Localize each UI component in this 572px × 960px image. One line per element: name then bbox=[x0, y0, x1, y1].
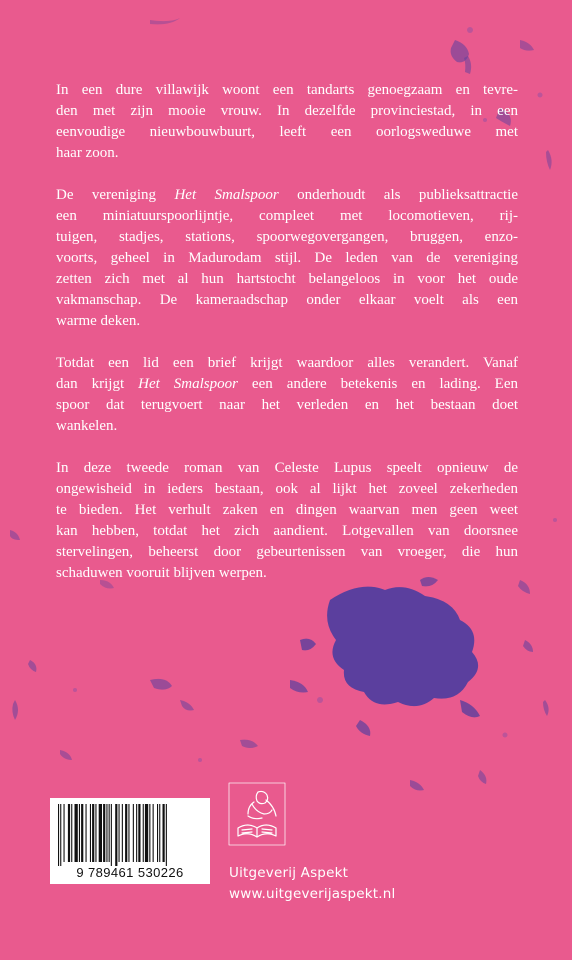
barcode-bar bbox=[64, 804, 65, 862]
blurb-text bbox=[56, 80, 518, 605]
blurb-text-run: dan krijgt bbox=[56, 376, 139, 392]
barcode-bar bbox=[166, 804, 167, 866]
barcode-bar bbox=[109, 804, 110, 862]
barcode-bar bbox=[103, 804, 105, 862]
blurb-line: den met zijn mooie vrouw. In dezelfde provinciestad, in een bbox=[56, 103, 518, 119]
barcode-bars bbox=[56, 804, 204, 866]
barcode-bar bbox=[86, 804, 87, 862]
barcode-bar bbox=[68, 804, 70, 862]
blurb-paragraph-1 bbox=[56, 80, 518, 164]
barcode-bar bbox=[79, 804, 80, 862]
isbn-number: 9 789461 530226 bbox=[76, 865, 184, 880]
barcode-bar bbox=[99, 804, 102, 862]
blurb-text-run: De vereniging bbox=[56, 187, 175, 203]
barcode-bar bbox=[149, 804, 150, 862]
blurb-line: haar zoon. bbox=[56, 145, 119, 161]
barcode-bar bbox=[90, 804, 91, 862]
barcode-bar bbox=[145, 804, 148, 862]
barcode-bar bbox=[58, 804, 59, 866]
blurb-line: Totdat een lid een brief krijgt waardoor alles verandert. Vanaf bbox=[56, 355, 518, 371]
barcode-bar bbox=[153, 804, 154, 862]
barcode-bar bbox=[157, 804, 158, 862]
barcode-bar bbox=[92, 804, 94, 862]
blurb-line: In deze tweede roman van Celeste Lupus speelt opnieuw de bbox=[56, 460, 518, 476]
barcode-bar bbox=[136, 804, 137, 862]
barcode-bar bbox=[106, 804, 107, 862]
blurb-line: eenvoudige nieuwbouwbuurt, leeft een oorlogsweduwe met bbox=[56, 124, 518, 140]
blurb-line: warme deken. bbox=[56, 313, 141, 329]
blurb-line: kan hebben, totdat het zich aandient. Lotgevallen van doorsnee bbox=[56, 523, 518, 539]
book-title-emphasis: Het Smalspoor bbox=[138, 376, 238, 392]
book-title-emphasis: Het Smalspoor bbox=[174, 187, 279, 203]
blurb-line bbox=[56, 185, 518, 206]
blurb-line: In een dure villawijk woont een tandarts genoegzaam en tevre- bbox=[56, 82, 518, 98]
blurb-line bbox=[56, 374, 518, 395]
publisher-url: www.uitgeverijaspekt.nl bbox=[229, 886, 396, 902]
publisher-block bbox=[229, 863, 396, 905]
blurb-line: te bieden. Het verhult zaken en dingen waarvan men geen weet bbox=[56, 502, 518, 518]
barcode-bar bbox=[71, 804, 72, 862]
barcode-bar bbox=[119, 804, 120, 862]
barcode-bar bbox=[159, 804, 160, 862]
blurb-line: voorts, geheel in Madurodam stijl. De leden van de vereniging bbox=[56, 250, 518, 266]
barcode-bar bbox=[60, 804, 61, 866]
blurb-line: stervelingen, beheerst door gebeurtenissen van vroeger, die hun bbox=[56, 544, 518, 560]
barcode-bar bbox=[75, 804, 78, 862]
blurb-line: een miniatuurspoorlijntje, compleet met locomotieven, rij- bbox=[56, 208, 518, 224]
blurb-line: tuigen, stadjes, stations, spoorwegovergangen, bruggen, enzo- bbox=[56, 229, 518, 245]
reading-figure-logo bbox=[228, 782, 286, 846]
blurb-paragraph-4 bbox=[56, 458, 518, 584]
blurb-line: wankelen. bbox=[56, 418, 118, 434]
blurb-line: schaduwen vooruit blijven werpen. bbox=[56, 565, 267, 581]
barcode-bar bbox=[138, 804, 140, 862]
barcode-bar bbox=[122, 804, 123, 862]
barcode-bar bbox=[115, 804, 117, 866]
blurb-text-run: een andere betekenis en lading. Een bbox=[237, 376, 518, 392]
blurb-line: zetten zich met al hun hartstocht belangeloos in voor het oude bbox=[56, 271, 518, 287]
publisher-name: Uitgeverij Aspekt bbox=[229, 865, 349, 881]
blurb-line: spoor dat terugvoert naar het verleden en het bestaan doet bbox=[56, 397, 518, 413]
barcode-bar bbox=[111, 804, 112, 866]
isbn-barcode bbox=[50, 798, 210, 884]
blurb-line: vakmanschap. De kameraadschap onder elkaar voelt als een bbox=[56, 292, 518, 308]
blurb-line: ongewisheid in ieders bestaan, ook al lijkt het zoveel zekerheden bbox=[56, 481, 518, 497]
barcode-bar bbox=[163, 804, 165, 862]
blurb-paragraph-2 bbox=[56, 185, 518, 332]
blurb-text-run: onderhoudt als publieksattractie bbox=[278, 187, 518, 203]
barcode-bar bbox=[143, 804, 144, 862]
barcode-bar bbox=[133, 804, 134, 862]
barcode-bar bbox=[81, 804, 83, 862]
barcode-bar bbox=[95, 804, 96, 862]
barcode-bar bbox=[125, 804, 127, 862]
barcode-bar bbox=[128, 804, 129, 862]
blurb-paragraph-3 bbox=[56, 353, 518, 437]
